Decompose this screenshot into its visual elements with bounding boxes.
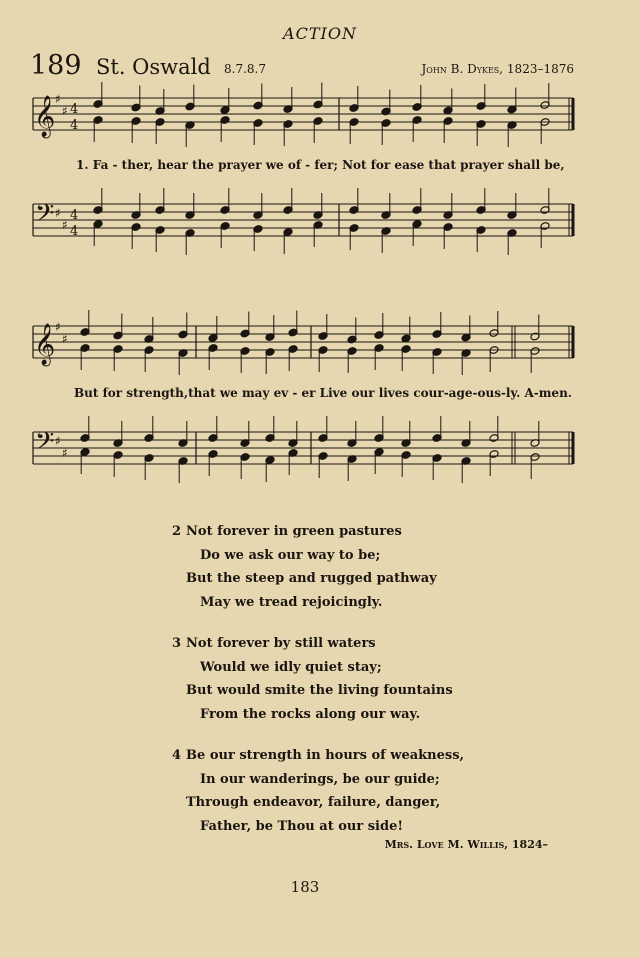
key-sharp: ♯ [55,320,61,334]
page-number: 183 [290,878,320,896]
hymn-number: 189 [30,50,82,81]
stanza-line: But the steep and rugged pathway [186,571,437,586]
bass-clef: 𝄢 [35,427,55,462]
stanza-line: In our wanderings, be our guide; [200,771,440,787]
stanza-line: Through endeavor, failure, danger, [186,795,441,810]
key-sharp: ♯ [62,104,68,118]
treble-clef: 𝄞 [34,96,56,137]
key-sharp: ♯ [55,434,61,448]
verse-1-lyrics-line-1: 1. Fa - ther, hear the prayer we of - fer; Not for ease that prayer shall be, [76,158,565,172]
tune-name: St. Oswald [96,55,211,79]
stanza-line: From the rocks along our way. [200,706,421,722]
key-sharp: ♯ [62,218,68,232]
stanza-2 [172,520,437,614]
stanza-line: Father, be Thou at our side! [200,818,404,834]
treble-clef: 𝄞 [34,324,56,365]
meter: 8.7.8.7 [224,62,266,76]
stanza-line: Be our strength in hours of weakness, [186,748,465,763]
stanza-number: 2 [172,524,182,539]
composer: John B. Dykes, 1823–1876 [421,62,574,76]
stanza-line: Would we idly quiet stay; [200,659,382,675]
key-sharp: ♯ [55,92,61,106]
section-label: ACTION [283,24,357,43]
key-sharp: ♯ [55,206,61,220]
stanza-3 [172,632,453,726]
verse-1-lyrics-line-2: But for strength,that we may ev - er Live our lives cour-age-ous-ly. A-men. [74,386,572,400]
key-sharp: ♯ [62,332,68,346]
bass-clef: 𝄢 [35,199,55,234]
stanza-line: Not forever in green pastures [186,524,402,539]
key-sharp: ♯ [62,446,68,460]
stanza-line: Do we ask our way to be; [200,547,381,563]
stanza-number: 3 [172,636,182,651]
stanza-4 [172,744,464,838]
stanza-line: May we tread rejoicingly. [200,594,383,610]
stanza-line: But would smite the living fountains [186,683,453,698]
author-credit: Mrs. Love M. Willis, 1824– [384,838,548,851]
stanza-number: 4 [172,748,182,763]
time-signature-top: 4 [70,208,79,223]
stanza-line: Not forever by still waters [186,636,376,651]
time-signature-top: 4 [70,102,79,117]
time-signature-bottom: 4 [70,118,79,133]
time-signature-bottom: 4 [70,224,79,239]
